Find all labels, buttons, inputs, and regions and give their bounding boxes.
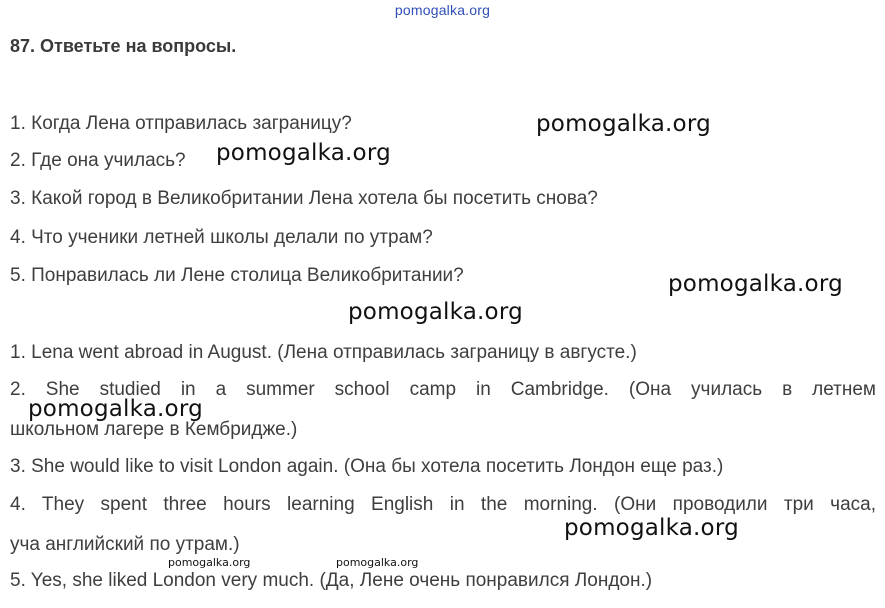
answer-4-line-1: 4. They spent three hours learning English in the morning. (Они проводили три часа, [10,494,876,515]
answer-4-line-2: уча английский по утрам.) [10,534,240,555]
exercise-heading: 87. Ответьте на вопросы. [10,36,237,56]
answer-2-line-1: 2. She studied in a summer school camp in Cambridge. (Она училась в летнем [10,379,876,400]
answer-2-line-2: школьном лагере в Кембридже.) [10,419,298,440]
question-4: 4. Что ученики летней школы делали по утрам? [10,227,433,248]
watermark-5: pomogalka.org [28,396,203,422]
top-watermark: pomogalka.org [394,2,491,18]
answer-3: 3. She would like to visit London again. (Она бы хотела посетить Лондон еще раз.) [10,456,724,477]
watermark-8: pomogalka.org [336,556,419,569]
watermark-6: pomogalka.org [564,515,739,541]
watermark-3: pomogalka.org [668,271,843,297]
watermark-7: pomogalka.org [168,556,251,569]
watermark-4: pomogalka.org [348,299,523,325]
answer-5: 5. Yes, she liked London very much. (Да, Лене очень понравился Лондон.) [10,570,653,591]
question-1: 1. Когда Лена отправилась заграницу? [10,113,352,134]
question-3: 3. Какой город в Великобритании Лена хотела бы посетить снова? [10,188,598,209]
watermark-1: pomogalka.org [536,111,711,137]
question-2: 2. Где она училась? [10,150,186,171]
watermark-2: pomogalka.org [216,140,391,166]
answer-1: 1. Lena went abroad in August. (Лена отправилась заграницу в августе.) [10,342,637,363]
question-5: 5. Понравилась ли Лене столица Великобритании? [10,265,464,286]
